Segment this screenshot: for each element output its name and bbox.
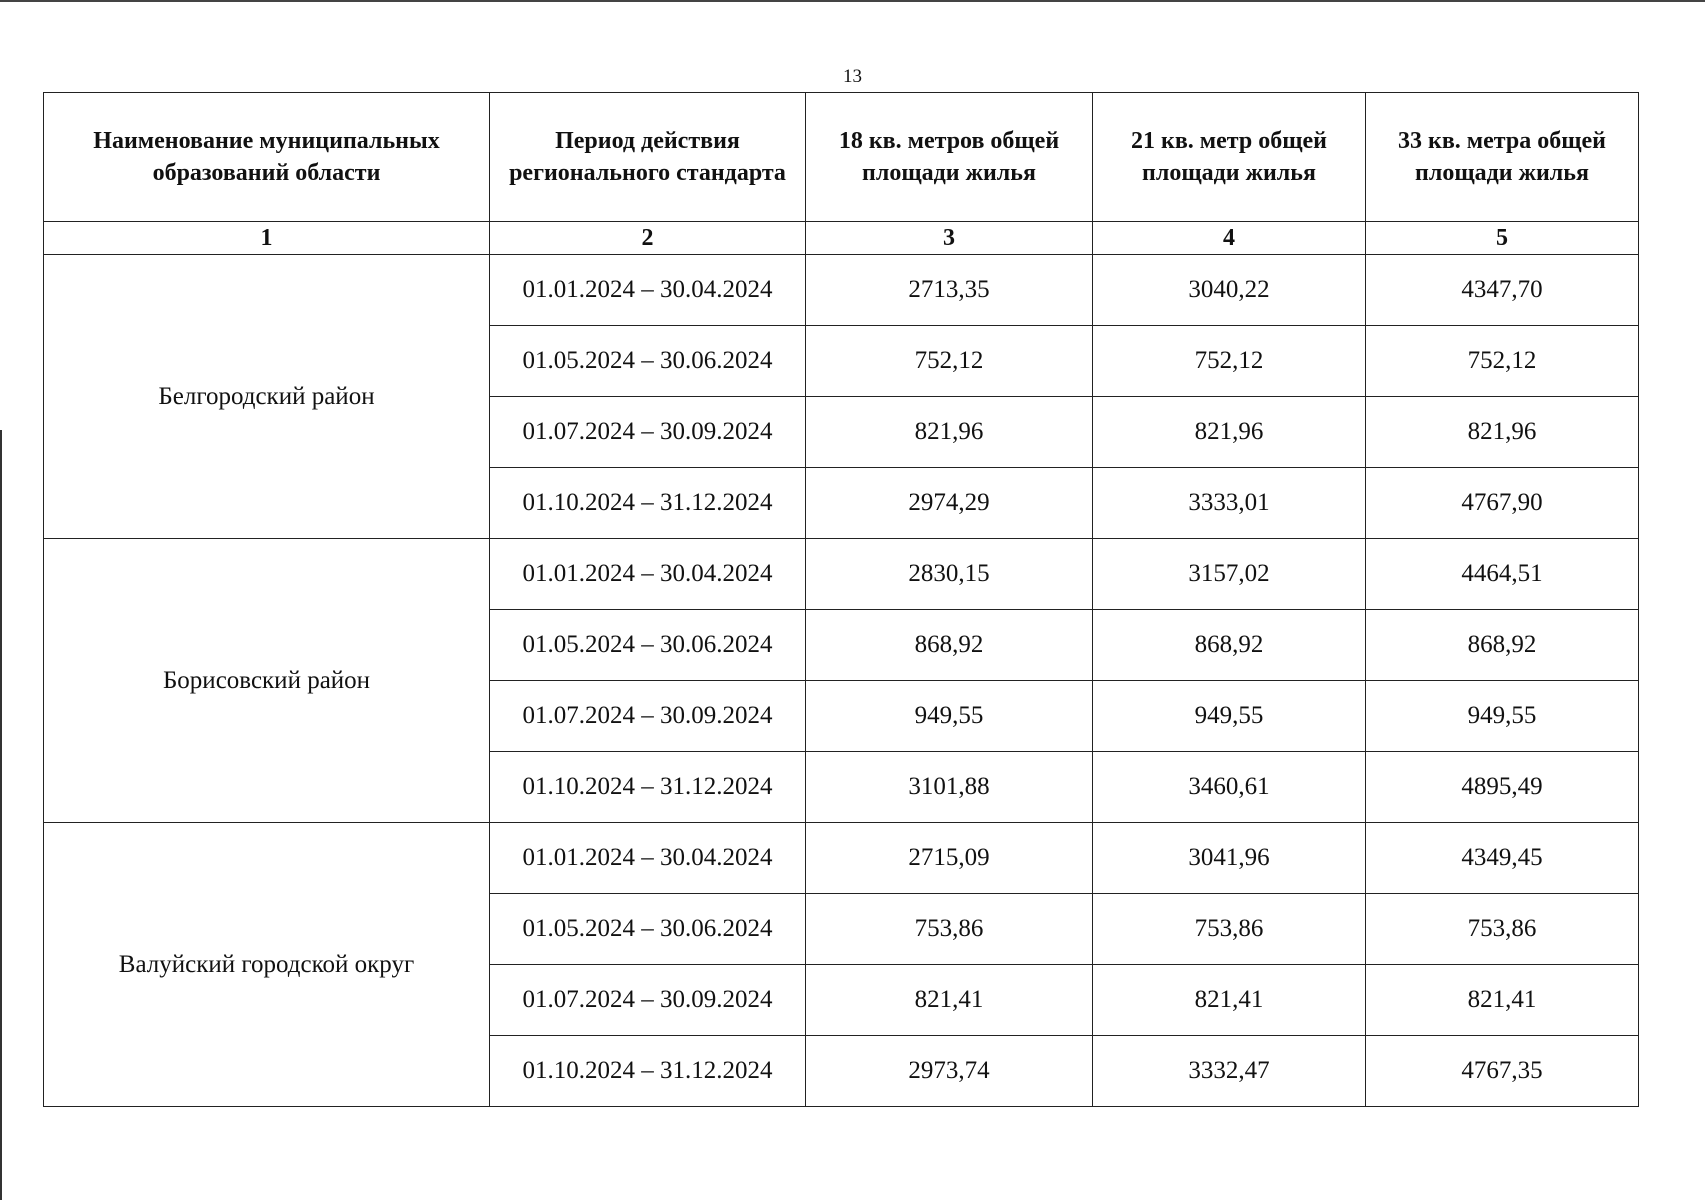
value-18-cell: 2715,09 (806, 823, 1093, 894)
scan-edge-left (0, 430, 2, 1200)
value-33-cell: 821,96 (1366, 397, 1639, 468)
value-33-cell: 4347,70 (1366, 255, 1639, 326)
table-row (44, 255, 1639, 326)
value-21-cell: 3460,61 (1093, 752, 1366, 823)
value-33-cell: 753,86 (1366, 894, 1639, 965)
value-18-cell: 868,92 (806, 610, 1093, 681)
value-21-cell: 752,12 (1093, 326, 1366, 397)
municipality-name: Валуйский городской округ (44, 823, 490, 1107)
period-cell: 01.05.2024 – 30.06.2024 (490, 610, 806, 681)
value-33-cell: 4895,49 (1366, 752, 1639, 823)
value-33-cell: 4349,45 (1366, 823, 1639, 894)
header-row (44, 93, 1639, 222)
scan-edge-top (0, 0, 1705, 2)
header-period: Период действия регионального стандарта (490, 93, 806, 222)
period-cell: 01.01.2024 – 30.04.2024 (490, 539, 806, 610)
value-33-cell: 752,12 (1366, 326, 1639, 397)
value-18-cell: 753,86 (806, 894, 1093, 965)
header-21-sqm: 21 кв. метр общей площади жилья (1093, 93, 1366, 222)
value-21-cell: 949,55 (1093, 681, 1366, 752)
value-21-cell: 3333,01 (1093, 468, 1366, 539)
value-21-cell: 3157,02 (1093, 539, 1366, 610)
value-18-cell: 821,41 (806, 965, 1093, 1036)
header-33-sqm: 33 кв. метра общей площади жилья (1366, 93, 1639, 222)
period-cell: 01.01.2024 – 30.04.2024 (490, 823, 806, 894)
value-21-cell: 821,96 (1093, 397, 1366, 468)
period-cell: 01.07.2024 – 30.09.2024 (490, 397, 806, 468)
value-33-cell: 949,55 (1366, 681, 1639, 752)
value-18-cell: 2830,15 (806, 539, 1093, 610)
header-municipality: Наименование муниципальных образований области (44, 93, 490, 222)
column-number: 5 (1366, 222, 1639, 255)
page-number: 13 (843, 66, 862, 87)
value-21-cell: 3332,47 (1093, 1036, 1366, 1107)
value-18-cell: 949,55 (806, 681, 1093, 752)
value-33-cell: 4464,51 (1366, 539, 1639, 610)
value-18-cell: 2973,74 (806, 1036, 1093, 1107)
value-21-cell: 3041,96 (1093, 823, 1366, 894)
column-number: 4 (1093, 222, 1366, 255)
value-33-cell: 4767,90 (1366, 468, 1639, 539)
column-number: 3 (806, 222, 1093, 255)
value-33-cell: 821,41 (1366, 965, 1639, 1036)
municipality-name: Белгородский район (44, 255, 490, 539)
value-33-cell: 4767,35 (1366, 1036, 1639, 1107)
value-18-cell: 2713,35 (806, 255, 1093, 326)
column-number: 2 (490, 222, 806, 255)
period-cell: 01.05.2024 – 30.06.2024 (490, 326, 806, 397)
value-21-cell: 868,92 (1093, 610, 1366, 681)
column-number-row (44, 222, 1639, 255)
period-cell: 01.01.2024 – 30.04.2024 (490, 255, 806, 326)
period-cell: 01.10.2024 – 31.12.2024 (490, 1036, 806, 1107)
period-cell: 01.05.2024 – 30.06.2024 (490, 894, 806, 965)
table-row (44, 539, 1639, 610)
value-18-cell: 821,96 (806, 397, 1093, 468)
header-18-sqm: 18 кв. метров общей площади жилья (806, 93, 1093, 222)
housing-standard-table (43, 92, 1639, 1107)
value-21-cell: 753,86 (1093, 894, 1366, 965)
value-18-cell: 2974,29 (806, 468, 1093, 539)
value-21-cell: 821,41 (1093, 965, 1366, 1036)
period-cell: 01.10.2024 – 31.12.2024 (490, 752, 806, 823)
period-cell: 01.07.2024 – 30.09.2024 (490, 681, 806, 752)
municipality-name: Борисовский район (44, 539, 490, 823)
value-21-cell: 3040,22 (1093, 255, 1366, 326)
period-cell: 01.10.2024 – 31.12.2024 (490, 468, 806, 539)
table-row (44, 823, 1639, 894)
value-33-cell: 868,92 (1366, 610, 1639, 681)
value-18-cell: 752,12 (806, 326, 1093, 397)
period-cell: 01.07.2024 – 30.09.2024 (490, 965, 806, 1036)
column-number: 1 (44, 222, 490, 255)
value-18-cell: 3101,88 (806, 752, 1093, 823)
